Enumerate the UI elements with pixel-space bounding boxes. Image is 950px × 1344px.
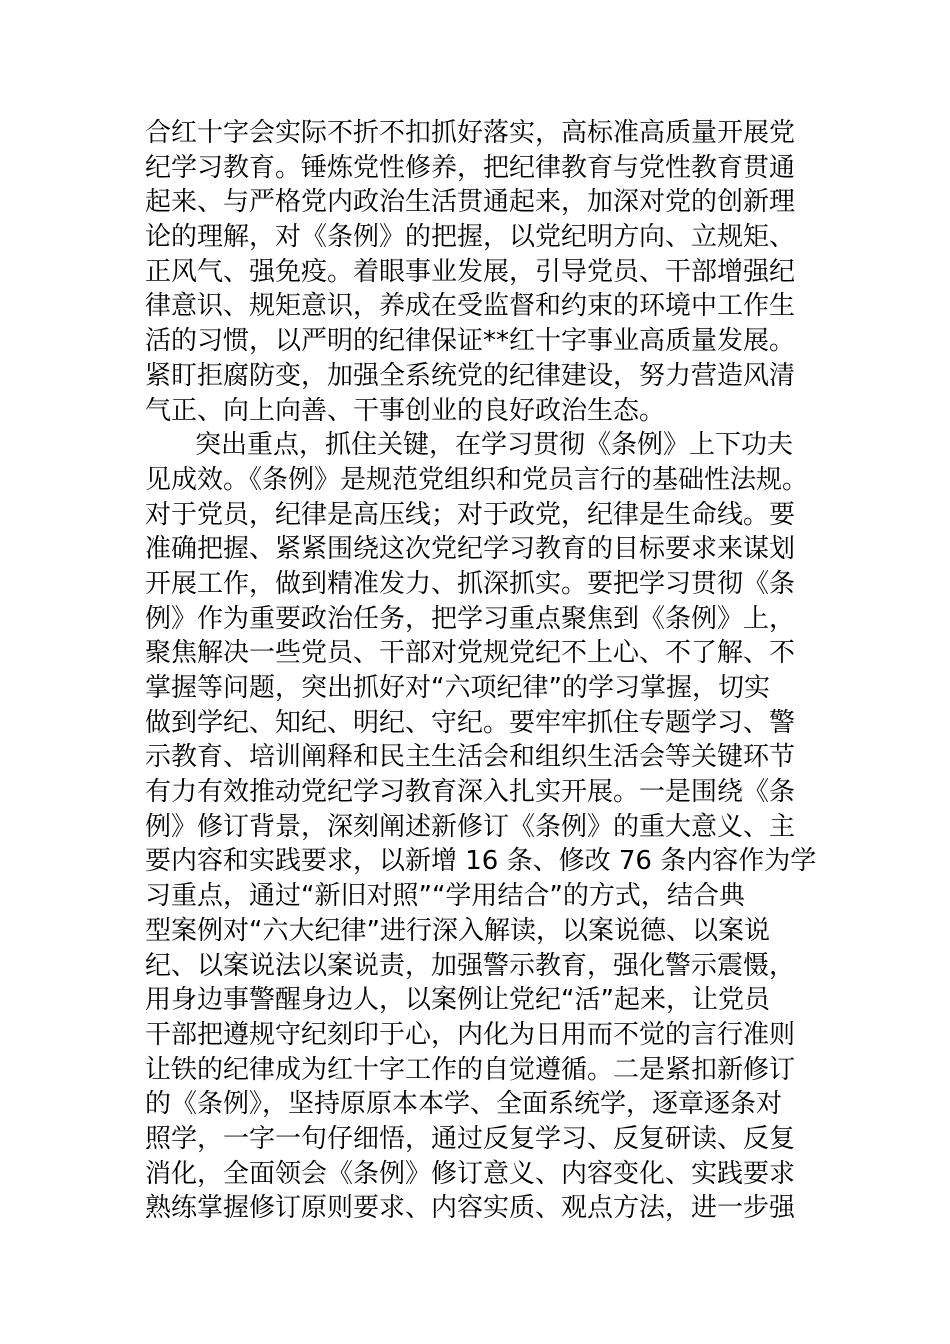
text-line: 照学，一字一句仔细悟，通过反复学习、反复研读、反复 [145,1123,796,1154]
text-line: 聚焦解决一些党员、干部对党规党纪不上心、不了解、不 [145,638,796,669]
text-line: 掌握等问题，突出抓好对“六项纪律”的学习掌握，切实 [145,673,770,703]
text-line: 例》修订背景，深刻阐述新修订《条例》的重大意义、主 [145,811,796,842]
text-line: 让铁的纪律成为红十字工作的自觉遵循。二是紧扣新修订 [145,1054,796,1085]
paragraph-start-line: 突出重点，抓住关键，在学习贯彻《条例》上下功夫 [195,430,794,461]
text-line: 熟练掌握修订原则要求、内容实质、观点方法，进一步强 [145,1193,796,1224]
text-line: 起来、与严格党内政治生活贯通起来，加深对党的创新理 [145,187,796,218]
text-line: 纪、以案说法以案说责，加强警示教育，强化警示震慑， [145,950,796,981]
text-line: 正风气、强免疫。着眼事业发展，引导党员、干部增强纪 [145,256,796,287]
text-line: 准确把握、紧紧围绕这次党纪学习教育的目标要求来谋划 [145,534,796,565]
text-line: 的《条例》，坚持原原本本学、全面系统学，逐章逐条对 [145,1089,783,1120]
text-line: 干部把遵规守纪刻印于心，内化为日用而不觉的言行准则 [145,1019,796,1050]
text-line: 型案例对“六大纪律”进行深入解读，以案说德、以案说 [145,915,770,946]
text-line: 示教育、培训阐释和民主生活会和组织生活会等关键环节 [145,742,796,773]
text-line: 纪学习教育。锤炼党性修养，把纪律教育与党性教育贯通 [145,152,796,183]
text-line: 用身边事警醒身边人，以案例让党纪“活”起来，让党员 [145,985,770,1016]
text-line: 消化，全面领会《条例》修订意义、内容变化、实践要求 [145,1158,796,1189]
text-line: 有力有效推动党纪学习教育深入扎实开展。一是围绕《条 [145,777,796,808]
text-line: 做到学纪、知纪、明纪、守纪。要牢牢抓住专题学习、警 [145,707,796,738]
text-line: 合红十字会实际不折不扣抓好落实，高标准高质量开展党 [145,118,796,148]
text-line: 律意识、规矩意识，养成在受监督和约束的环境中工作生 [145,291,796,322]
body-text [145,116,825,1226]
text-line: 见成效。《条例》是规范党组织和党员言行的基础性法规。 [145,464,809,495]
text-line: 论的理解，对《条例》的把握，以党纪明方向、立规矩、 [145,222,796,253]
text-line: 要内容和实践要求，以新增 16 条、修改 76 条内容作为学 [145,846,817,877]
text-line: 紧盯拒腐防变，加强全系统党的纪律建设，努力营造风清 [145,360,796,391]
text-line: 气正、向上向善、干事创业的良好政治生态。 [145,395,666,426]
text-line: 例》作为重要政治任务，把学习重点聚焦到《条例》上， [145,603,796,634]
text-line: 活的习惯，以严明的纪律保证**红十字事业高质量发展。 [145,326,796,357]
text-line: 开展工作，做到精准发力、抓深抓实。要把学习贯彻《条 [145,568,796,599]
text-line: 对于党员，纪律是高压线；对于政党，纪律是生命线。要 [145,499,796,530]
text-line: 习重点，通过“新旧对照”“学用结合”的方式，结合典 [145,881,745,912]
